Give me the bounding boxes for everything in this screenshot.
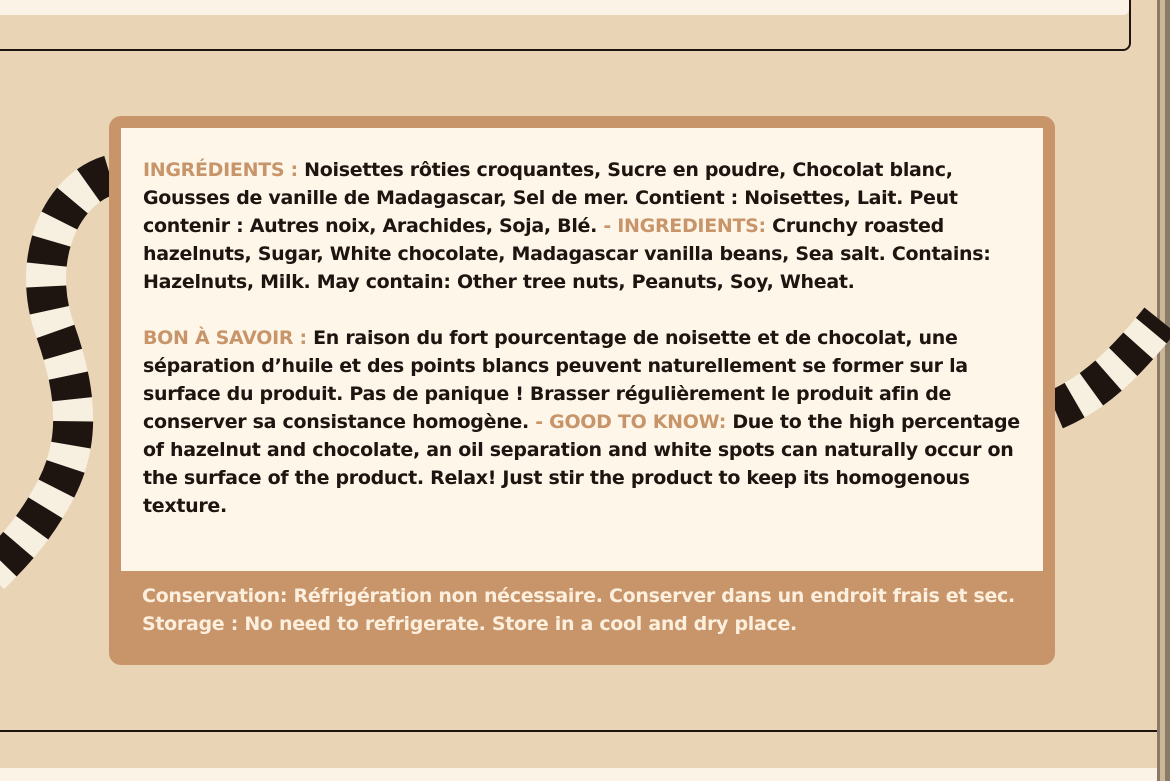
conservation-text: Conservation: Réfrigération non nécessaire. Conserver dans un endroit frais et sec. Storage : No need to refrigerate. Store in a cool and dry place. <box>142 585 1015 635</box>
label-text-block <box>143 156 1033 520</box>
ingredients-fr-label: INGRÉDIENTS : <box>143 159 298 181</box>
card-inner-panel <box>121 128 1043 571</box>
ingredients-fr-may-contain: Peut contenir : Autres noix, Arachides, Soja, Blé. <box>143 187 958 237</box>
ingredients-paragraph <box>143 156 1033 296</box>
good-to-know-fr-label: BON À SAVOIR : <box>143 327 307 349</box>
ingredients-fr-contains: Contient : Noisettes, Lait. <box>635 187 904 209</box>
ingredients-en-text: Crunchy roasted hazelnuts, Sugar, White chocolate, Madagascar vanilla beans, Sea salt. <box>143 215 944 265</box>
good-to-know-en-label: - GOOD TO KNOW: <box>535 411 727 433</box>
ingredients-fr-text: Noisettes rôties croquantes, Sucre en poudre, Chocolat blanc, Gousses de vanille de Madagascar, Sel de mer. <box>143 159 953 209</box>
ingredients-en-contains: Contains: Hazelnuts, Milk. <box>143 243 991 293</box>
ingredients-en-label: - INGREDIENTS: <box>603 215 766 237</box>
label-card <box>109 116 1055 665</box>
good-to-know-en-text: Due to the high percentage of hazelnut and chocolate, an oil separation and white spots can naturally occur on the surface of the product. Relax! Just stir the product to keep its homogenous texture. <box>143 411 1020 517</box>
good-to-know-paragraph <box>143 324 1033 520</box>
good-to-know-fr-text: En raison du fort pourcentage de noisette et de chocolat, une séparation d’huile et des points blancs peuvent naturellement se former sur la surface du produit. Pas de panique ! Brasser régulièrement le produit afin de conserver sa consistance homogène. <box>143 327 968 433</box>
ingredients-en-may-contain: May contain: Other tree nuts, Peanuts, Soy, Wheat. <box>310 271 855 293</box>
